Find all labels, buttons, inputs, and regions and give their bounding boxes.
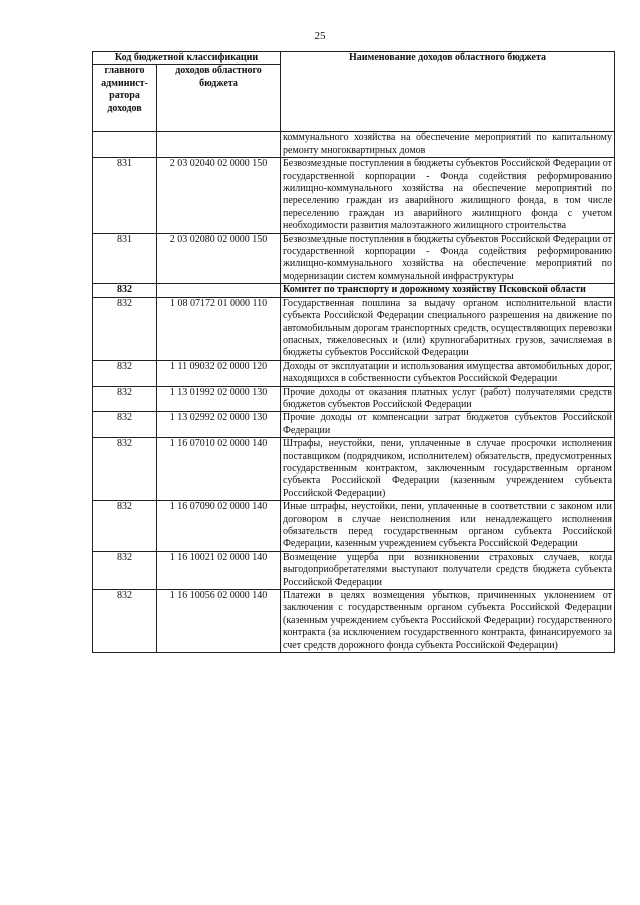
income-code-cell: 1 16 10021 02 0000 140 <box>157 551 281 589</box>
income-code-cell: 2 03 02040 02 0000 150 <box>157 158 281 233</box>
table-row <box>93 412 615 438</box>
income-name-cell: Платежи в целях возмещения убытков, причиненных уклонением от заключения с государственным органом субъекта Российской Федерации (казенным учреждением субъекта Российской Федерации) государственного контракта (за исключением государственного контракта, финансируемого за счет средств дорожного фонда субъекта Российской Федерации) <box>281 590 615 653</box>
admin-code-cell: 832 <box>93 551 157 589</box>
income-code-cell: 1 11 09032 02 0000 120 <box>157 360 281 386</box>
table-row <box>93 360 615 386</box>
admin-code-cell: 832 <box>93 284 157 297</box>
income-code-cell: 1 16 07010 02 0000 140 <box>157 438 281 501</box>
admin-code-cell: 832 <box>93 412 157 438</box>
income-name-cell: Безвозмездные поступления в бюджеты субъектов Российской Федерации от государственной корпорации - Фонда содействия реформированию жилищно-коммунального хозяйства на обеспечение мероприятий по модернизации систем коммунальной инфраструктуры <box>281 233 615 284</box>
header-income-code: доходов областного бюджета <box>157 65 281 132</box>
table-row <box>93 233 615 284</box>
income-name-cell: Иные штрафы, неустойки, пени, уплаченные в соответствии с законом или договором в случае неисполнения или ненадлежащего исполнения обязательств перед государственным органом субъекта Российской Федерации, казенным учреждением субъекта Российской Федерации <box>281 501 615 552</box>
admin-code-cell <box>93 132 157 158</box>
table-row <box>93 386 615 412</box>
admin-code-cell: 832 <box>93 438 157 501</box>
committee-name-cell: Комитет по транспорту и дорожному хозяйству Псковской области <box>281 284 615 297</box>
income-name-cell: Доходы от эксплуатации и использования имущества автомобильных дорог, находящихся в собственности субъектов Российской Федерации <box>281 360 615 386</box>
income-name-cell: Государственная пошлина за выдачу органом исполнительной власти субъекта Российской Федерации специального разрешения на движение по автомобильным дорогам транспортных средств, осуществляющих перевозки опасных, тяжеловесных и (или) крупногабаритных грузов, зачисляемая в бюджеты субъектов Российской Федерации <box>281 297 615 360</box>
table-row <box>93 501 615 552</box>
budget-classification-table <box>92 51 615 653</box>
table-row <box>93 438 615 501</box>
header-income-name: Наименование доходов областного бюджета <box>281 52 615 132</box>
header-classification-group: Код бюджетной классификации <box>93 52 281 65</box>
income-name-cell: Прочие доходы от оказания платных услуг (работ) получателями средств бюджетов субъектов Российской Федерации <box>281 386 615 412</box>
income-code-cell: 1 13 02992 02 0000 130 <box>157 412 281 438</box>
table-row-committee <box>93 284 615 297</box>
income-name-cell: Прочие доходы от компенсации затрат бюджетов субъектов Российской Федерации <box>281 412 615 438</box>
income-code-cell: 2 03 02080 02 0000 150 <box>157 233 281 284</box>
income-code-cell: 1 08 07172 01 0000 110 <box>157 297 281 360</box>
admin-code-cell: 832 <box>93 297 157 360</box>
admin-code-cell: 831 <box>93 158 157 233</box>
table-row <box>93 158 615 233</box>
table-row <box>93 551 615 589</box>
income-name-cell: коммунального хозяйства на обеспечение мероприятий по капитальному ремонту многоквартирных домов <box>281 132 615 158</box>
admin-code-cell: 832 <box>93 360 157 386</box>
page-number: 25 <box>314 30 326 42</box>
income-code-cell <box>157 284 281 297</box>
table-row <box>93 297 615 360</box>
income-code-cell <box>157 132 281 158</box>
header-admin-code: главного админист-ратора доходов <box>93 65 157 132</box>
table-row <box>93 132 615 158</box>
income-code-cell: 1 13 01992 02 0000 130 <box>157 386 281 412</box>
income-name-cell: Безвозмездные поступления в бюджеты субъектов Российской Федерации от государственной корпорации - Фонда содействия реформированию жилищно-коммунального хозяйства на обеспечение мероприятий по переселению граждан из аварийного жилищного фонда, в том числе переселению граждан из аварийного жилищного фонда с учетом необходимости развития малоэтажного жилищного строительства <box>281 158 615 233</box>
income-name-cell: Штрафы, неустойки, пени, уплаченные в случае просрочки исполнения поставщиком (подрядчиком, исполнителем) обязательств, предусмотренных государственным контрактом, заключенным государственным органом субъекта Российской Федерации (казенным учреждением субъекта Российской Федерации) <box>281 438 615 501</box>
admin-code-cell: 832 <box>93 386 157 412</box>
admin-code-cell: 832 <box>93 590 157 653</box>
table-row <box>93 590 615 653</box>
income-code-cell: 1 16 07090 02 0000 140 <box>157 501 281 552</box>
admin-code-cell: 832 <box>93 501 157 552</box>
admin-code-cell: 831 <box>93 233 157 284</box>
income-name-cell: Возмещение ущерба при возникновении страховых случаев, когда выгодоприобретателями выступают получатели средств бюджета субъекта Российской Федерации <box>281 551 615 589</box>
income-code-cell: 1 16 10056 02 0000 140 <box>157 590 281 653</box>
